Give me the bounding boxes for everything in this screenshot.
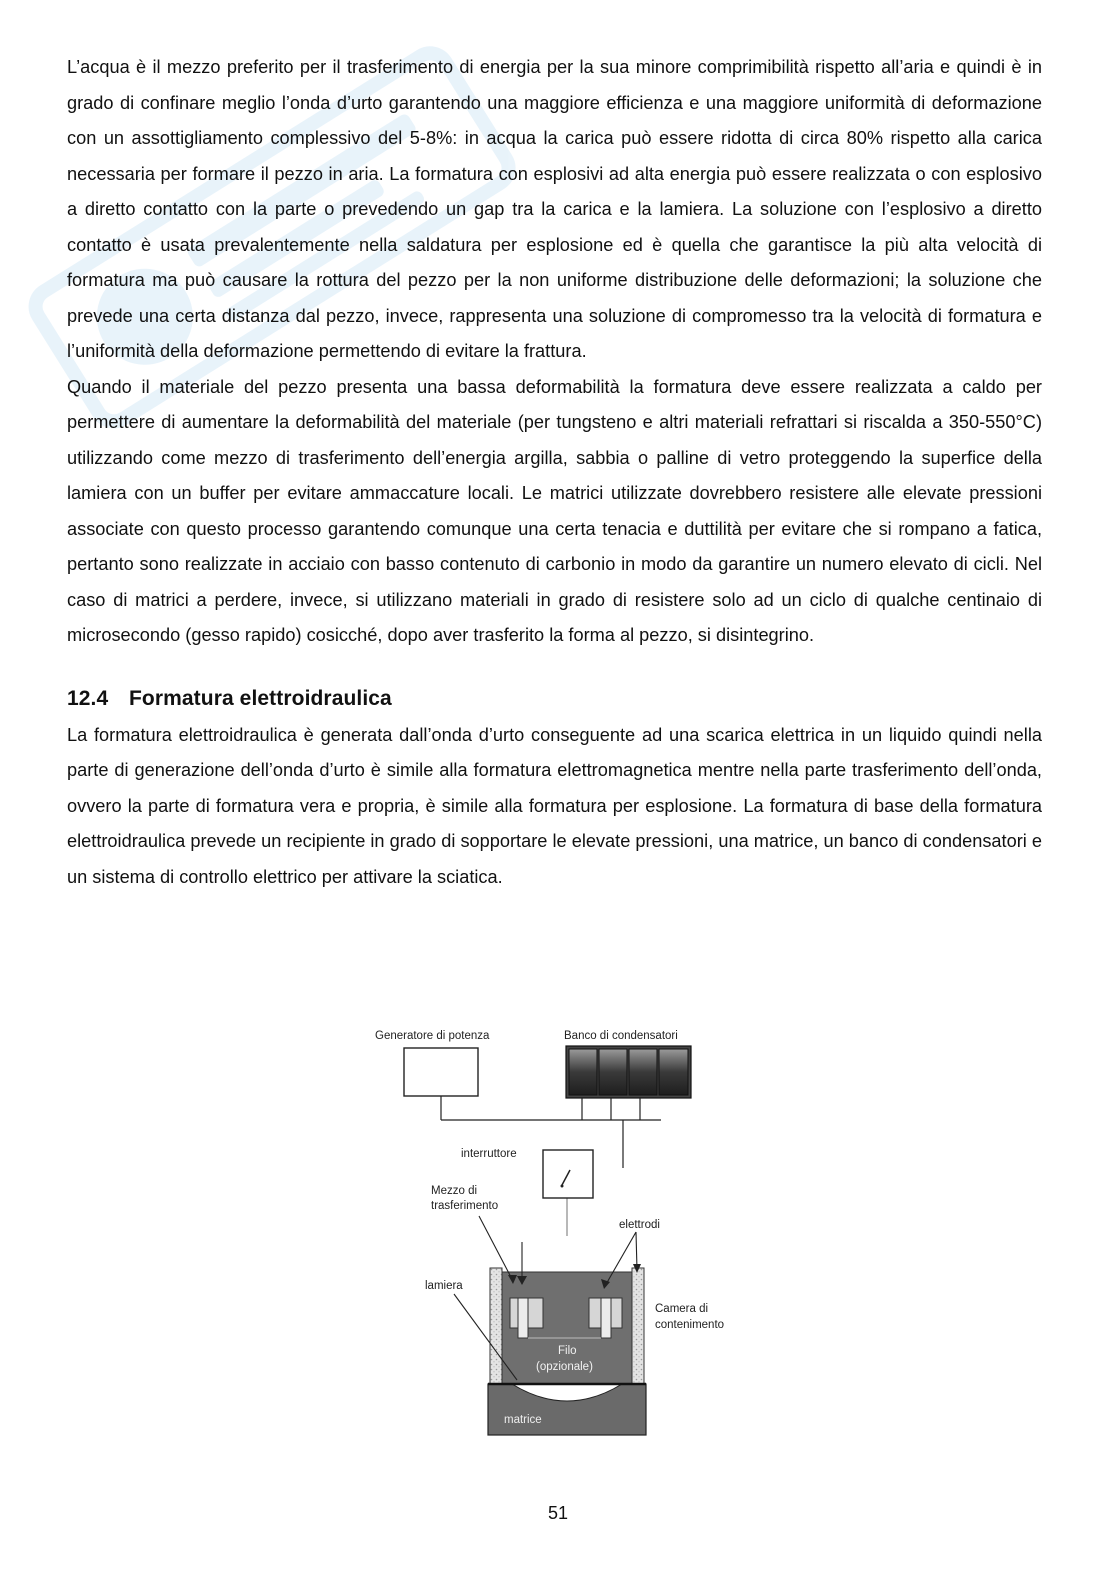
label-die: matrice <box>504 1414 542 1426</box>
label-capacitor-bank: Banco di condensatori <box>564 1030 678 1042</box>
label-transfer-medium-2: trasferimento <box>431 1200 499 1212</box>
label-chamber-1: Camera di <box>655 1303 709 1315</box>
paragraph-hot-forming: Quando il materiale del pezzo presenta una bassa deformabilità la formatura deve essere realizzata a caldo per permettere di aumentare la deformabilità del materiale (per tungsteno e altri materiali refrattari si riscalda a 350-550°C) utilizzando come mezzo di trasferimento dell’energia argilla, sabbia o palline di vetro proteggendo la superfice della lamiera con un buffer per evitare ammaccature locali. Le matrici utilizzate dovrebbero resistere alle elevate pressioni associate con questo processo garantendo comunque una certa tenacia e duttilità per evitare che si rompano a fatica, pertanto sono realizzate in acciaio con basso contenuto di carbonio in modo da garantire un numero elevato di cicli. Nel caso di matrici a perdere, invece, si utilizzano materiali in grado di resistere solo ad un ciclo di qualche centinaio di microsecondo (gesso rapido) cosicché, dopo aver trasferito la forma al pezzo, si disintegrino. <box>67 376 1042 645</box>
page-number: 51 <box>547 1503 569 1523</box>
label-wire-2: (opzionale) <box>536 1361 593 1373</box>
paragraph-water-medium: L’acqua è il mezzo preferito per il trasferimento di energia per la sua minore comprimibilità rispetto all’aria e quindi è in grado di confinare meglio l’onda d’urto garantendo una maggiore efficienza e una maggiore uniformità di deformazione con un assottigliamento complessivo del 5-8%: in acqua la carica può essere ridotta di circa 80% rispetto alla carica necessaria per formare il pezzo in aria. La formatura con esplosivi ad alta energia può essere realizzata o con esplosivo a diretto contatto con la parte o prevedendo un gap tra la carica e la lamiera. La soluzione con l’esplosivo a diretto contatto è usata prevalentemente nella saldatura per esplosione ed è quella che garantisce la più alta velocità di formatura ma può causare la rottura del pezzo per la non uniforme distribuzione delle deformazioni; la soluzione che prevede una certa distanza dal pezzo, invece, rappresenta una soluzione di compromesso tra la velocità di formatura e l’uniformità della deformazione permettendo di evitare la frattura. <box>67 57 1042 361</box>
electrohydraulic-diagram <box>365 1018 750 1443</box>
power-generator-box <box>404 1048 478 1096</box>
section-title: Formatura elettroidraulica <box>129 686 392 710</box>
die <box>488 1384 646 1435</box>
section-number: 12.4 <box>67 686 109 710</box>
page-content <box>67 50 1042 895</box>
label-power-generator: Generatore di potenza <box>375 1030 490 1042</box>
label-switch: interruttore <box>461 1148 517 1160</box>
label-chamber-2: contenimento <box>655 1319 725 1331</box>
switch-icon <box>543 1150 593 1198</box>
capacitor-bank <box>566 1046 691 1098</box>
label-sheet: lamiera <box>425 1280 463 1292</box>
section-heading <box>67 682 1042 716</box>
paragraph-electrohydraulic: La formatura elettroidraulica è generata dall’onda d’urto conseguente ad una scarica elettrica in un liquido quindi nella parte di generazione dell’onda d’urto è simile alla formatura elettromagnetica mentre nella parte trasferimento dell’onda, ovvero la parte di formatura vera e propria, è simile alla formatura per esplosione. La formatura di base della formatura elettroidraulica prevede un recipiente in grado di sopportare le elevate pressioni, una matrice, un banco di condensatori e un sistema di controllo elettrico per attivare la sciatica. <box>67 724 1042 887</box>
label-transfer-medium-1: Mezzo di <box>431 1185 478 1197</box>
label-wire-1: Filo <box>558 1345 577 1357</box>
label-electrodes: elettrodi <box>619 1219 660 1231</box>
